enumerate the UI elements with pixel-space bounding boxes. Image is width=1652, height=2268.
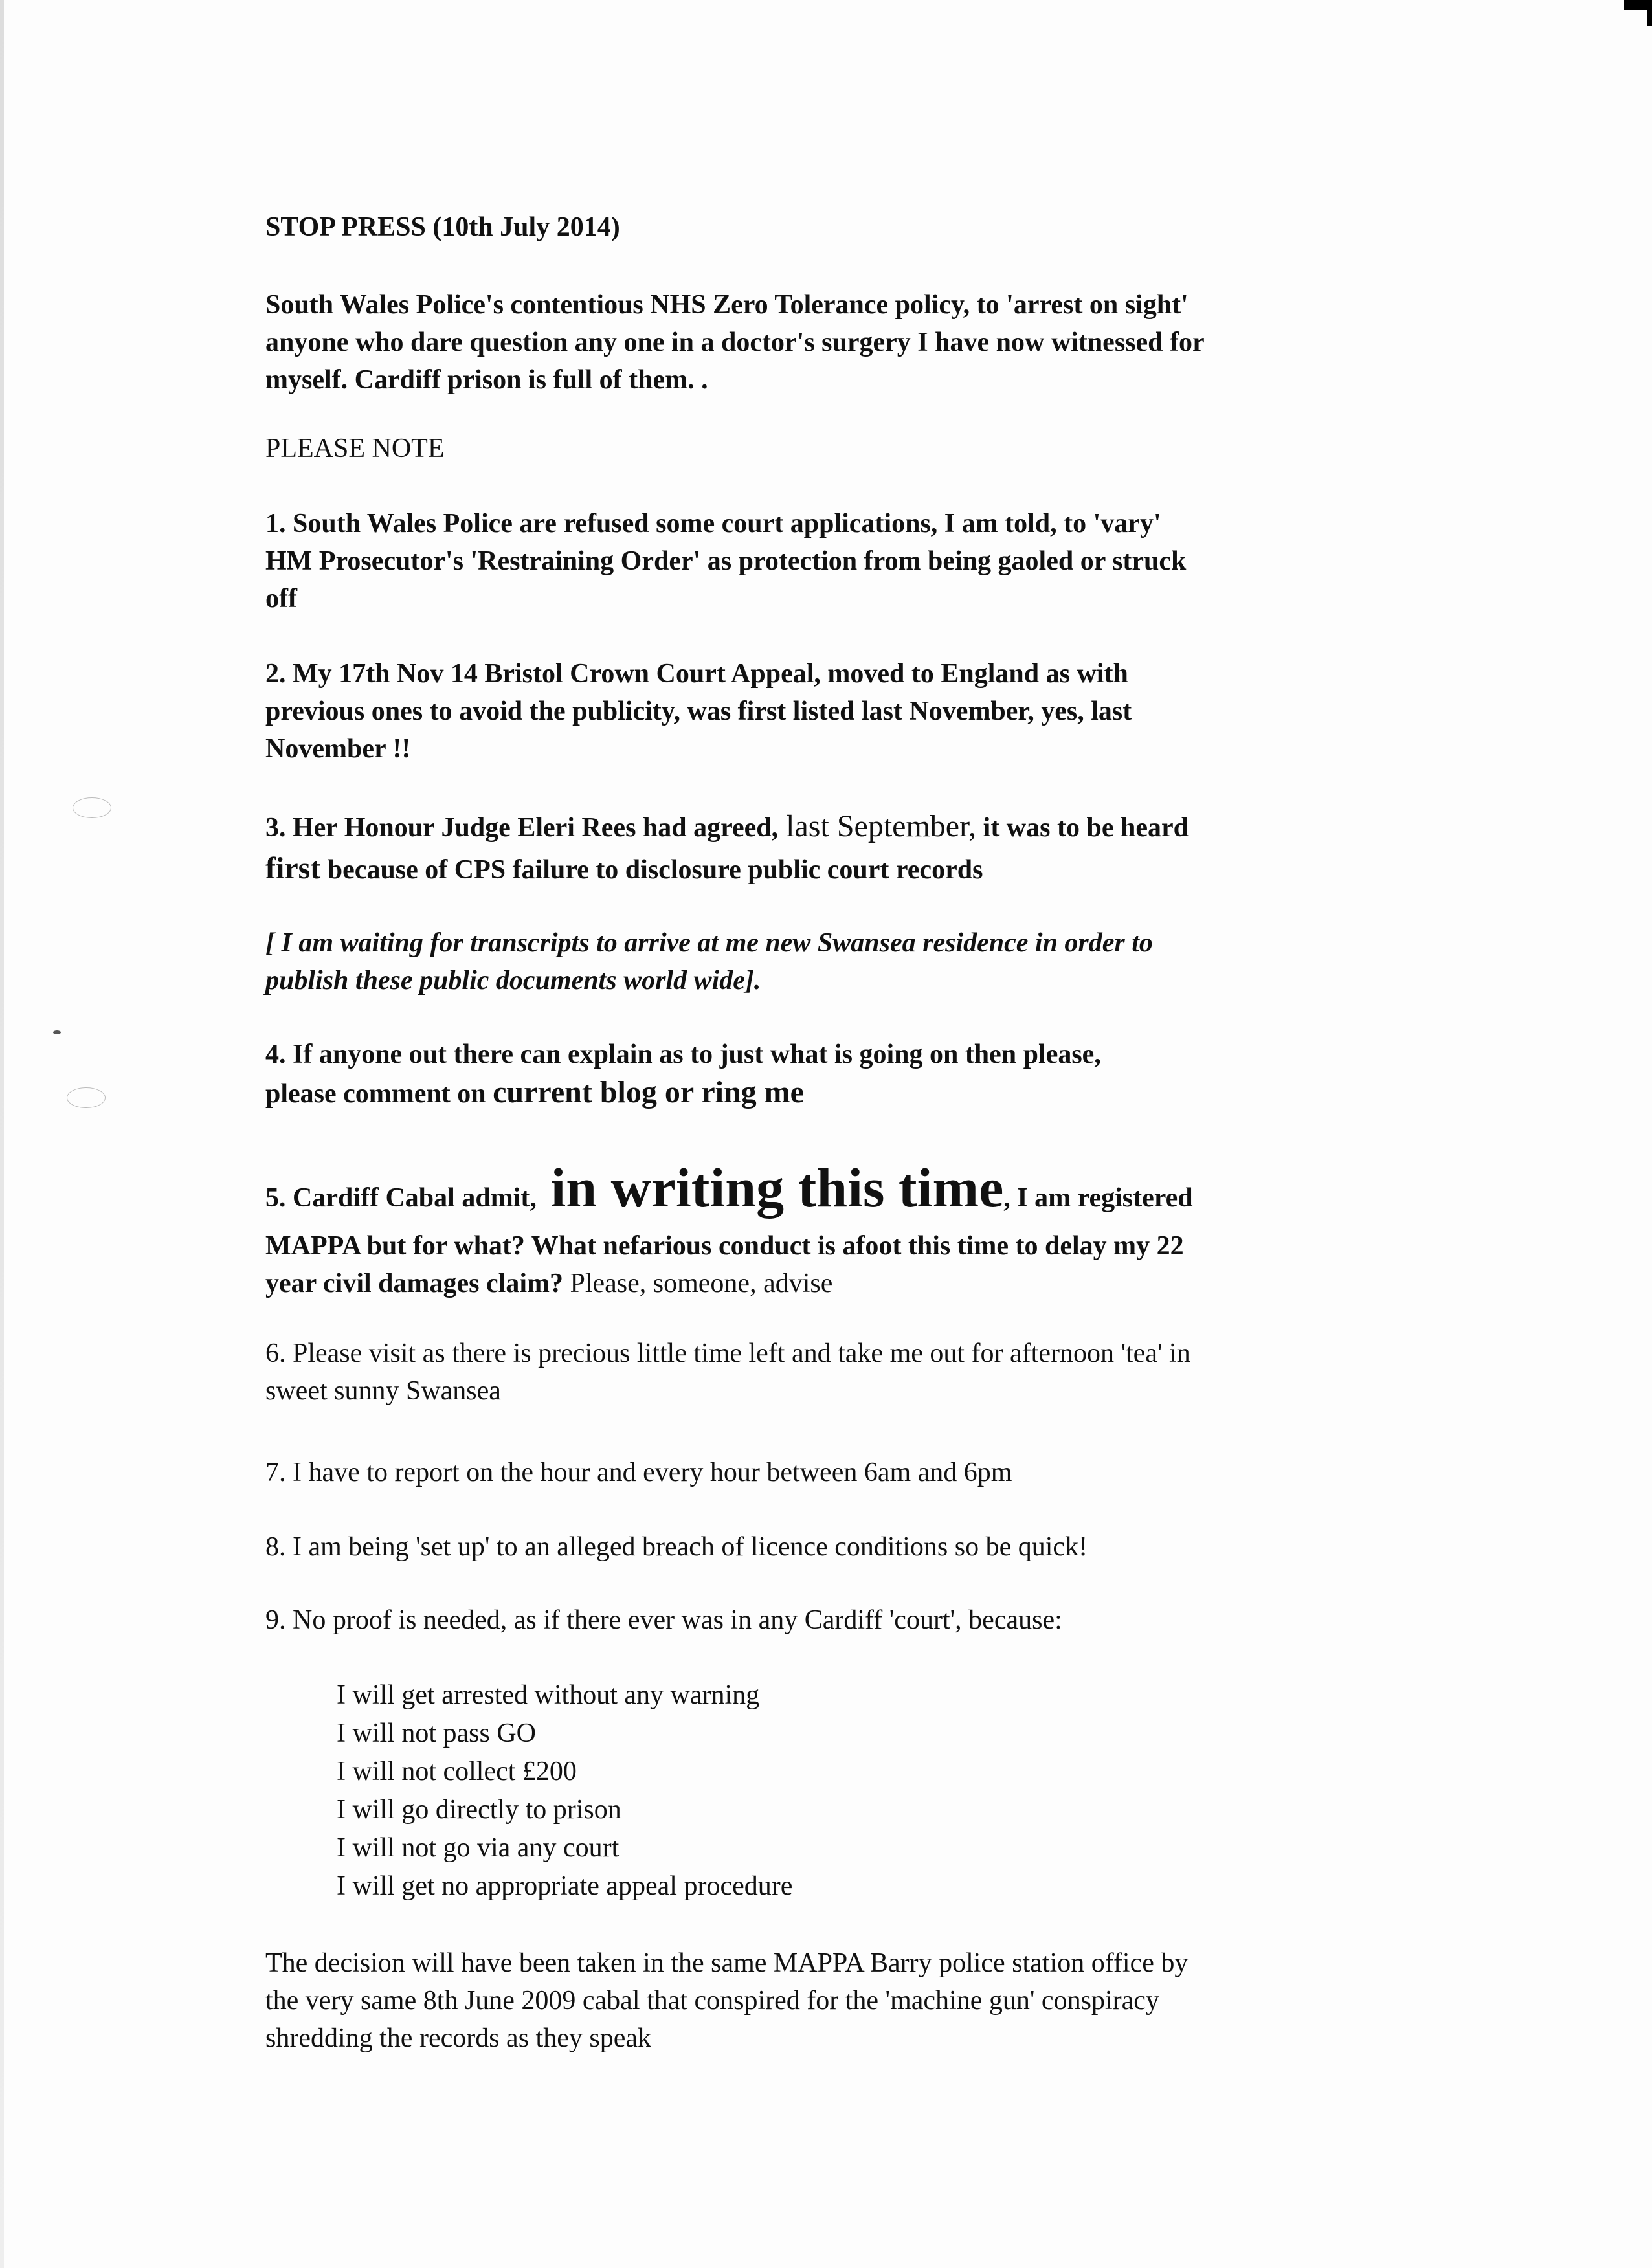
item-line: November !! — [265, 734, 411, 764]
item-text-large: last September, — [778, 809, 977, 843]
intro-line: South Wales Police's contentious NHS Zero Tolerance policy, to 'arrest on sight' — [265, 290, 1189, 320]
punch-hole-mark — [67, 1087, 106, 1108]
item-line: sweet sunny Swansea — [265, 1376, 501, 1406]
list-item: I will get arrested without any warning — [337, 1680, 760, 1710]
punch-hole-mark — [73, 797, 111, 818]
intro-line: myself. Cardiff prison is full of them. . — [265, 365, 708, 395]
item-text: , I am registered — [1003, 1183, 1193, 1213]
item-text: year civil damages claim? — [265, 1269, 563, 1298]
item-text: because of CPS failure to disclosure public court records — [320, 855, 983, 885]
item-7: 7. I have to report on the hour and every hour between 6am and 6pm — [265, 1458, 1012, 1487]
item-9: 9. No proof is needed, as if there ever was in any Cardiff 'court', because: — [265, 1605, 1062, 1635]
page-title: STOP PRESS (10th July 2014) — [265, 212, 620, 242]
item-text: it was to be heard — [976, 813, 1189, 843]
item-text: please comment on — [265, 1079, 493, 1109]
item-text-large: first — [265, 851, 321, 885]
item-text: 5. Cardiff Cabal admit, — [265, 1183, 537, 1213]
item-8: 8. I am being 'set up' to an alleged breach of licence conditions so be quick! — [265, 1532, 1088, 1562]
intro-line: anyone who dare question any one in a doctor's surgery I have now witnessed for — [265, 328, 1205, 357]
item-line: off — [265, 584, 297, 614]
item-line: 1. South Wales Police are refused some court applications, I am told, to 'vary' — [265, 509, 1161, 539]
list-item: I will get no appropriate appeal procedure — [337, 1871, 793, 1901]
item-line — [265, 1077, 804, 1108]
item-text-large: current blog or ring me — [493, 1075, 804, 1109]
item-line: 4. If anyone out there can explain as to just what is going on then please, — [265, 1040, 1101, 1069]
item-text: 3. Her Honour Judge Eleri Rees had agreed, — [265, 813, 779, 843]
list-item: I will not pass GO — [337, 1718, 536, 1748]
closing-line: The decision will have been taken in the same MAPPA Barry police station office by — [265, 1948, 1189, 1978]
item-line: HM Prosecutor's 'Restraining Order' as protection from being gaoled or struck — [265, 546, 1187, 576]
emphasis-text: in writing this time — [536, 1157, 1004, 1219]
item-line: 2. My 17th Nov 14 Bristol Crown Court Appeal, moved to England as with — [265, 659, 1128, 689]
list-item: I will not collect £200 — [337, 1757, 577, 1786]
item-text: Please, someone, advise — [563, 1269, 833, 1298]
list-item: I will go directly to prison — [337, 1795, 621, 1825]
item-line — [265, 853, 983, 884]
scan-speck — [53, 1030, 61, 1034]
please-note-heading: PLEASE NOTE — [265, 434, 445, 463]
item-line: MAPPA but for what? What nefarious conduct is afoot this time to delay my 22 — [265, 1231, 1184, 1261]
closing-line: shredding the records as they speak — [265, 2023, 651, 2053]
item-line: 6. Please visit as there is precious little time left and take me out for afternoon 'tea' in — [265, 1339, 1190, 1368]
item-line — [265, 811, 1189, 842]
scan-edge — [0, 0, 4, 2268]
scan-corner-mark-vertical — [1647, 0, 1652, 26]
item-line: previous ones to avoid the publicity, was first listed last November, yes, last — [265, 696, 1132, 726]
note-line: publish these public documents world wide]. — [265, 966, 761, 995]
closing-line: the very same 8th June 2009 cabal that conspired for the 'machine gun' conspiracy — [265, 1986, 1159, 2016]
list-item: I will not go via any court — [337, 1833, 620, 1863]
note-line: [ I am waiting for transcripts to arrive at me new Swansea residence in order to — [265, 928, 1153, 958]
item-line — [265, 1157, 1193, 1219]
item-line — [265, 1270, 832, 1297]
